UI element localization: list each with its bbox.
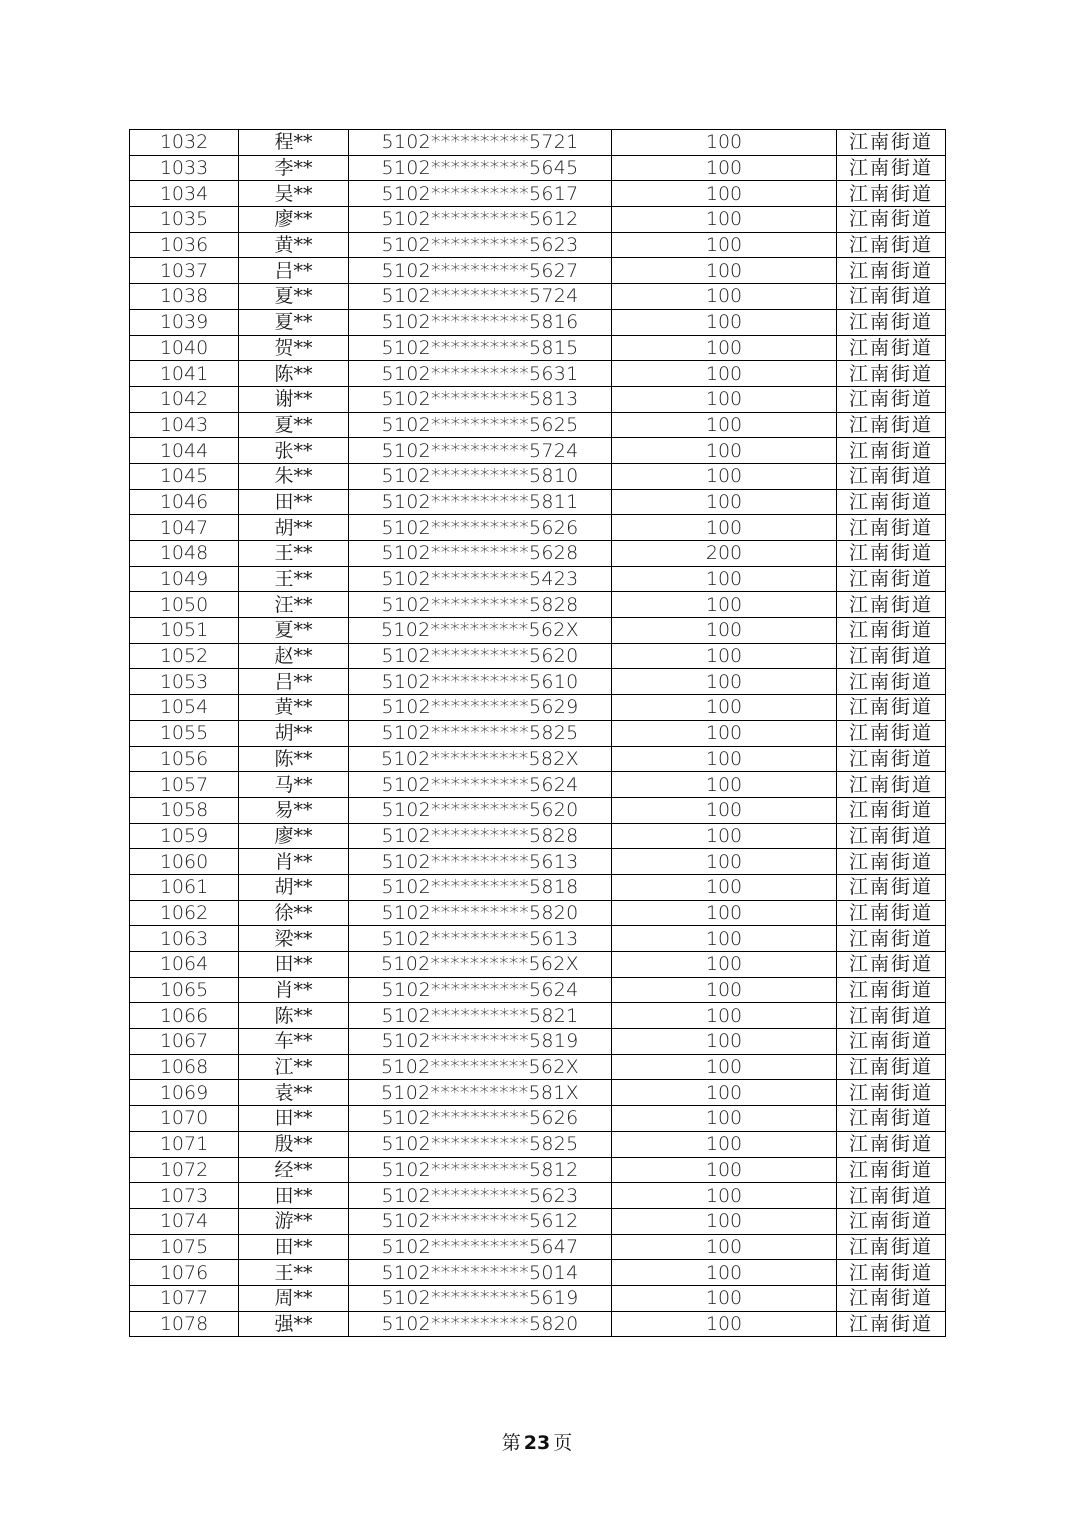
name-cell: 廖** xyxy=(239,207,349,233)
table-row xyxy=(130,797,946,823)
amount-cell: 100 xyxy=(612,1183,837,1209)
name-cell: 黄** xyxy=(239,232,349,258)
row-number-cell: 1037 xyxy=(130,258,239,284)
amount-cell: 100 xyxy=(612,823,837,849)
amount-cell: 100 xyxy=(612,797,837,823)
name-cell: 王** xyxy=(239,566,349,592)
row-number-cell: 1068 xyxy=(130,1054,239,1080)
area-cell: 江南街道 xyxy=(837,489,946,515)
name-cell: 朱** xyxy=(239,463,349,489)
id-number-cell: 5102**********5647 xyxy=(349,1234,612,1260)
name-cell: 殷** xyxy=(239,1131,349,1157)
name-cell: 田** xyxy=(239,1106,349,1132)
amount-cell: 100 xyxy=(612,1311,837,1337)
name-cell: 夏** xyxy=(239,412,349,438)
area-cell: 江南街道 xyxy=(837,695,946,721)
table-row xyxy=(130,207,946,233)
table-row xyxy=(130,772,946,798)
area-cell: 江南街道 xyxy=(837,592,946,618)
area-cell: 江南街道 xyxy=(837,1080,946,1106)
area-cell: 江南街道 xyxy=(837,566,946,592)
id-number-cell: 5102**********5626 xyxy=(349,515,612,541)
row-number-cell: 1056 xyxy=(130,746,239,772)
id-number-cell: 5102**********5612 xyxy=(349,207,612,233)
id-number-cell: 5102**********5619 xyxy=(349,1285,612,1311)
row-number-cell: 1051 xyxy=(130,618,239,644)
row-number-cell: 1033 xyxy=(130,155,239,181)
row-number-cell: 1067 xyxy=(130,1029,239,1055)
row-number-cell: 1059 xyxy=(130,823,239,849)
name-cell: 肖** xyxy=(239,977,349,1003)
amount-cell: 100 xyxy=(612,181,837,207)
area-cell: 江南街道 xyxy=(837,772,946,798)
amount-cell: 100 xyxy=(612,874,837,900)
table-row xyxy=(130,695,946,721)
area-cell: 江南街道 xyxy=(837,669,946,695)
row-number-cell: 1063 xyxy=(130,926,239,952)
id-number-cell: 5102**********5628 xyxy=(349,541,612,567)
area-cell: 江南街道 xyxy=(837,1260,946,1286)
area-cell: 江南街道 xyxy=(837,335,946,361)
name-cell: 强** xyxy=(239,1311,349,1337)
row-number-cell: 1065 xyxy=(130,977,239,1003)
row-number-cell: 1054 xyxy=(130,695,239,721)
table-row xyxy=(130,335,946,361)
id-number-cell: 5102**********5610 xyxy=(349,669,612,695)
id-number-cell: 5102**********5820 xyxy=(349,1311,612,1337)
id-number-cell: 5102**********5811 xyxy=(349,489,612,515)
id-number-cell: 5102**********5724 xyxy=(349,284,612,310)
amount-cell: 100 xyxy=(612,1285,837,1311)
row-number-cell: 1039 xyxy=(130,309,239,335)
area-cell: 江南街道 xyxy=(837,823,946,849)
amount-cell: 100 xyxy=(612,849,837,875)
id-number-cell: 5102**********5613 xyxy=(349,849,612,875)
name-cell: 易** xyxy=(239,797,349,823)
roster-table xyxy=(129,129,946,1337)
area-cell: 江南街道 xyxy=(837,412,946,438)
area-cell: 江南街道 xyxy=(837,977,946,1003)
area-cell: 江南街道 xyxy=(837,849,946,875)
table-row xyxy=(130,489,946,515)
id-number-cell: 5102**********562X xyxy=(349,952,612,978)
area-cell: 江南街道 xyxy=(837,258,946,284)
table-row xyxy=(130,823,946,849)
table-row xyxy=(130,515,946,541)
name-cell: 田** xyxy=(239,952,349,978)
table-row xyxy=(130,1054,946,1080)
table-row xyxy=(130,386,946,412)
table-row xyxy=(130,952,946,978)
table-row xyxy=(130,643,946,669)
area-cell: 江南街道 xyxy=(837,900,946,926)
row-number-cell: 1041 xyxy=(130,361,239,387)
name-cell: 徐** xyxy=(239,900,349,926)
name-cell: 肖** xyxy=(239,849,349,875)
id-number-cell: 5102**********5613 xyxy=(349,926,612,952)
amount-cell: 100 xyxy=(612,720,837,746)
id-number-cell: 5102**********5724 xyxy=(349,438,612,464)
id-number-cell: 5102**********5821 xyxy=(349,1003,612,1029)
table-row xyxy=(130,1234,946,1260)
amount-cell: 100 xyxy=(612,438,837,464)
id-number-cell: 5102**********5625 xyxy=(349,412,612,438)
name-cell: 车** xyxy=(239,1029,349,1055)
name-cell: 廖** xyxy=(239,823,349,849)
row-number-cell: 1036 xyxy=(130,232,239,258)
area-cell: 江南街道 xyxy=(837,1183,946,1209)
name-cell: 袁** xyxy=(239,1080,349,1106)
row-number-cell: 1040 xyxy=(130,335,239,361)
name-cell: 贺** xyxy=(239,335,349,361)
area-cell: 江南街道 xyxy=(837,1106,946,1132)
area-cell: 江南街道 xyxy=(837,1029,946,1055)
name-cell: 王** xyxy=(239,1260,349,1286)
amount-cell: 100 xyxy=(612,566,837,592)
id-number-cell: 5102**********5645 xyxy=(349,155,612,181)
id-number-cell: 5102**********5626 xyxy=(349,1106,612,1132)
table-row xyxy=(130,284,946,310)
id-number-cell: 5102**********5813 xyxy=(349,386,612,412)
area-cell: 江南街道 xyxy=(837,926,946,952)
id-number-cell: 5102**********5629 xyxy=(349,695,612,721)
id-number-cell: 5102**********5623 xyxy=(349,1183,612,1209)
table-row xyxy=(130,1260,946,1286)
id-number-cell: 5102**********562X xyxy=(349,1054,612,1080)
name-cell: 黄** xyxy=(239,695,349,721)
row-number-cell: 1034 xyxy=(130,181,239,207)
area-cell: 江南街道 xyxy=(837,1157,946,1183)
amount-cell: 100 xyxy=(612,1106,837,1132)
amount-cell: 100 xyxy=(612,1003,837,1029)
page-footer-prefix: 第 xyxy=(501,1432,521,1454)
amount-cell: 100 xyxy=(612,335,837,361)
table-row xyxy=(130,1183,946,1209)
table-row xyxy=(130,155,946,181)
name-cell: 汪** xyxy=(239,592,349,618)
amount-cell: 100 xyxy=(612,592,837,618)
id-number-cell: 5102**********5620 xyxy=(349,643,612,669)
table-row xyxy=(130,181,946,207)
amount-cell: 100 xyxy=(612,746,837,772)
id-number-cell: 5102**********562X xyxy=(349,618,612,644)
area-cell: 江南街道 xyxy=(837,438,946,464)
amount-cell: 100 xyxy=(612,232,837,258)
row-number-cell: 1045 xyxy=(130,463,239,489)
table-row xyxy=(130,232,946,258)
area-cell: 江南街道 xyxy=(837,618,946,644)
id-number-cell: 5102**********5631 xyxy=(349,361,612,387)
id-number-cell: 5102**********5627 xyxy=(349,258,612,284)
amount-cell: 100 xyxy=(612,1080,837,1106)
row-number-cell: 1048 xyxy=(130,541,239,567)
row-number-cell: 1076 xyxy=(130,1260,239,1286)
amount-cell: 100 xyxy=(612,258,837,284)
amount-cell: 100 xyxy=(612,361,837,387)
id-number-cell: 5102**********5820 xyxy=(349,900,612,926)
table-row xyxy=(130,900,946,926)
name-cell: 胡** xyxy=(239,720,349,746)
row-number-cell: 1062 xyxy=(130,900,239,926)
table-row xyxy=(130,463,946,489)
table-row xyxy=(130,309,946,335)
table-row xyxy=(130,874,946,900)
name-cell: 赵** xyxy=(239,643,349,669)
area-cell: 江南街道 xyxy=(837,1208,946,1234)
area-cell: 江南街道 xyxy=(837,1285,946,1311)
area-cell: 江南街道 xyxy=(837,1054,946,1080)
row-number-cell: 1055 xyxy=(130,720,239,746)
id-number-cell: 5102**********5721 xyxy=(349,130,612,156)
table-row xyxy=(130,746,946,772)
amount-cell: 100 xyxy=(612,1208,837,1234)
amount-cell: 100 xyxy=(612,900,837,926)
area-cell: 江南街道 xyxy=(837,361,946,387)
name-cell: 王** xyxy=(239,541,349,567)
name-cell: 夏** xyxy=(239,618,349,644)
amount-cell: 100 xyxy=(612,1234,837,1260)
name-cell: 吴** xyxy=(239,181,349,207)
area-cell: 江南街道 xyxy=(837,309,946,335)
row-number-cell: 1049 xyxy=(130,566,239,592)
area-cell: 江南街道 xyxy=(837,874,946,900)
amount-cell: 100 xyxy=(612,309,837,335)
id-number-cell: 5102**********5818 xyxy=(349,874,612,900)
amount-cell: 100 xyxy=(612,130,837,156)
name-cell: 程** xyxy=(239,130,349,156)
area-cell: 江南街道 xyxy=(837,746,946,772)
amount-cell: 100 xyxy=(612,412,837,438)
id-number-cell: 5102**********5623 xyxy=(349,232,612,258)
table-row xyxy=(130,258,946,284)
table-row xyxy=(130,849,946,875)
amount-cell: 100 xyxy=(612,1054,837,1080)
id-number-cell: 5102**********5828 xyxy=(349,592,612,618)
id-number-cell: 5102**********5828 xyxy=(349,823,612,849)
amount-cell: 100 xyxy=(612,669,837,695)
table-row xyxy=(130,438,946,464)
name-cell: 吕** xyxy=(239,258,349,284)
area-cell: 江南街道 xyxy=(837,284,946,310)
row-number-cell: 1044 xyxy=(130,438,239,464)
table-row xyxy=(130,1285,946,1311)
id-number-cell: 5102**********5624 xyxy=(349,977,612,1003)
row-number-cell: 1075 xyxy=(130,1234,239,1260)
name-cell: 田** xyxy=(239,489,349,515)
id-number-cell: 5102**********5815 xyxy=(349,335,612,361)
row-number-cell: 1058 xyxy=(130,797,239,823)
id-number-cell: 5102**********5819 xyxy=(349,1029,612,1055)
area-cell: 江南街道 xyxy=(837,386,946,412)
row-number-cell: 1066 xyxy=(130,1003,239,1029)
name-cell: 吕** xyxy=(239,669,349,695)
name-cell: 田** xyxy=(239,1183,349,1209)
table-row xyxy=(130,1208,946,1234)
id-number-cell: 5102**********5620 xyxy=(349,797,612,823)
table-row xyxy=(130,1311,946,1337)
row-number-cell: 1047 xyxy=(130,515,239,541)
table-row xyxy=(130,130,946,156)
name-cell: 胡** xyxy=(239,515,349,541)
id-number-cell: 5102**********5812 xyxy=(349,1157,612,1183)
name-cell: 李** xyxy=(239,155,349,181)
amount-cell: 100 xyxy=(612,463,837,489)
row-number-cell: 1073 xyxy=(130,1183,239,1209)
amount-cell: 200 xyxy=(612,541,837,567)
table-row xyxy=(130,412,946,438)
row-number-cell: 1050 xyxy=(130,592,239,618)
area-cell: 江南街道 xyxy=(837,1311,946,1337)
id-number-cell: 5102**********5617 xyxy=(349,181,612,207)
table-row xyxy=(130,1157,946,1183)
table-row xyxy=(130,1106,946,1132)
amount-cell: 100 xyxy=(612,207,837,233)
name-cell: 江** xyxy=(239,1054,349,1080)
id-number-cell: 5102**********581X xyxy=(349,1080,612,1106)
row-number-cell: 1057 xyxy=(130,772,239,798)
table-row xyxy=(130,1029,946,1055)
area-cell: 江南街道 xyxy=(837,130,946,156)
area-cell: 江南街道 xyxy=(837,1131,946,1157)
row-number-cell: 1032 xyxy=(130,130,239,156)
row-number-cell: 1061 xyxy=(130,874,239,900)
table-row xyxy=(130,977,946,1003)
roster-table-body xyxy=(130,130,946,1337)
row-number-cell: 1060 xyxy=(130,849,239,875)
table-row xyxy=(130,1131,946,1157)
id-number-cell: 5102**********5825 xyxy=(349,720,612,746)
row-number-cell: 1052 xyxy=(130,643,239,669)
amount-cell: 100 xyxy=(612,1260,837,1286)
area-cell: 江南街道 xyxy=(837,952,946,978)
table-row xyxy=(130,361,946,387)
table-row xyxy=(130,541,946,567)
area-cell: 江南街道 xyxy=(837,797,946,823)
amount-cell: 100 xyxy=(612,515,837,541)
name-cell: 梁** xyxy=(239,926,349,952)
row-number-cell: 1072 xyxy=(130,1157,239,1183)
id-number-cell: 5102**********582X xyxy=(349,746,612,772)
row-number-cell: 1078 xyxy=(130,1311,239,1337)
table-row xyxy=(130,566,946,592)
area-cell: 江南街道 xyxy=(837,463,946,489)
name-cell: 夏** xyxy=(239,284,349,310)
table-row xyxy=(130,1003,946,1029)
table-row xyxy=(130,926,946,952)
row-number-cell: 1070 xyxy=(130,1106,239,1132)
table-row xyxy=(130,592,946,618)
name-cell: 马** xyxy=(239,772,349,798)
page-number: 23 xyxy=(523,1432,551,1454)
area-cell: 江南街道 xyxy=(837,720,946,746)
area-cell: 江南街道 xyxy=(837,155,946,181)
name-cell: 张** xyxy=(239,438,349,464)
id-number-cell: 5102**********5624 xyxy=(349,772,612,798)
id-number-cell: 5102**********5825 xyxy=(349,1131,612,1157)
name-cell: 夏** xyxy=(239,309,349,335)
row-number-cell: 1064 xyxy=(130,952,239,978)
amount-cell: 100 xyxy=(612,489,837,515)
amount-cell: 100 xyxy=(612,155,837,181)
table-row xyxy=(130,669,946,695)
amount-cell: 100 xyxy=(612,386,837,412)
row-number-cell: 1053 xyxy=(130,669,239,695)
row-number-cell: 1069 xyxy=(130,1080,239,1106)
area-cell: 江南街道 xyxy=(837,1234,946,1260)
id-number-cell: 5102**********5816 xyxy=(349,309,612,335)
row-number-cell: 1035 xyxy=(130,207,239,233)
name-cell: 周** xyxy=(239,1285,349,1311)
area-cell: 江南街道 xyxy=(837,643,946,669)
id-number-cell: 5102**********5014 xyxy=(349,1260,612,1286)
table-row xyxy=(130,720,946,746)
id-number-cell: 5102**********5810 xyxy=(349,463,612,489)
name-cell: 游** xyxy=(239,1208,349,1234)
name-cell: 胡** xyxy=(239,874,349,900)
amount-cell: 100 xyxy=(612,1157,837,1183)
id-number-cell: 5102**********5423 xyxy=(349,566,612,592)
row-number-cell: 1046 xyxy=(130,489,239,515)
amount-cell: 100 xyxy=(612,1131,837,1157)
amount-cell: 100 xyxy=(612,643,837,669)
name-cell: 陈** xyxy=(239,1003,349,1029)
page-footer-suffix: 页 xyxy=(553,1432,573,1454)
amount-cell: 100 xyxy=(612,618,837,644)
amount-cell: 100 xyxy=(612,952,837,978)
row-number-cell: 1077 xyxy=(130,1285,239,1311)
area-cell: 江南街道 xyxy=(837,207,946,233)
row-number-cell: 1038 xyxy=(130,284,239,310)
name-cell: 谢** xyxy=(239,386,349,412)
table-row xyxy=(130,618,946,644)
amount-cell: 100 xyxy=(612,977,837,1003)
id-number-cell: 5102**********5612 xyxy=(349,1208,612,1234)
table-row xyxy=(130,1080,946,1106)
amount-cell: 100 xyxy=(612,1029,837,1055)
area-cell: 江南街道 xyxy=(837,181,946,207)
area-cell: 江南街道 xyxy=(837,1003,946,1029)
row-number-cell: 1071 xyxy=(130,1131,239,1157)
row-number-cell: 1042 xyxy=(130,386,239,412)
amount-cell: 100 xyxy=(612,926,837,952)
name-cell: 田** xyxy=(239,1234,349,1260)
amount-cell: 100 xyxy=(612,695,837,721)
row-number-cell: 1043 xyxy=(130,412,239,438)
area-cell: 江南街道 xyxy=(837,541,946,567)
amount-cell: 100 xyxy=(612,284,837,310)
page-footer xyxy=(0,1428,1074,1455)
name-cell: 陈** xyxy=(239,361,349,387)
area-cell: 江南街道 xyxy=(837,515,946,541)
name-cell: 陈** xyxy=(239,746,349,772)
area-cell: 江南街道 xyxy=(837,232,946,258)
row-number-cell: 1074 xyxy=(130,1208,239,1234)
amount-cell: 100 xyxy=(612,772,837,798)
name-cell: 经** xyxy=(239,1157,349,1183)
